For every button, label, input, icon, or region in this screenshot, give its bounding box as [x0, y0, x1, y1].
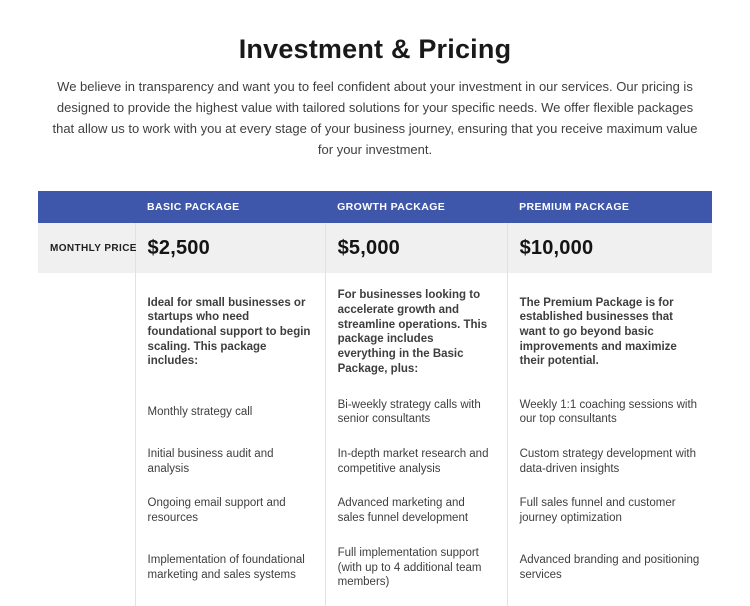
description-premium: The Premium Package is for established businesses that want to go beyond basic improvements and maximize their potential. [507, 273, 712, 387]
feature-growth-1: Bi-weekly strategy calls with senior consultants [325, 388, 507, 437]
package-name-premium: PREMIUM PACKAGE [507, 191, 712, 223]
description-empty-cell [38, 273, 135, 387]
feature-basic-4: Implementation of foundational marketing and sales systems [135, 536, 325, 606]
feature-empty-cell [38, 388, 135, 437]
feature-growth-2: In-depth market research and competitive analysis [325, 437, 507, 486]
pricing-section [0, 34, 750, 606]
feature-row-2 [38, 437, 712, 486]
package-header-row [38, 191, 712, 223]
page-title: Investment & Pricing [238, 34, 512, 64]
monthly-price-row [38, 223, 712, 273]
feature-row-1 [38, 388, 712, 437]
description-growth: For businesses looking to accelerate growth and streamline operations. This package includes everything in the Basic Package, plus: [325, 273, 507, 387]
feature-premium-2: Custom strategy development with data-driven insights [507, 437, 712, 486]
feature-basic-2: Initial business audit and analysis [135, 437, 325, 486]
feature-basic-3: Ongoing email support and resources [135, 486, 325, 535]
price-basic: $2,500 [135, 223, 325, 273]
feature-growth-4: Full implementation support (with up to 4 additional team members) [325, 536, 507, 606]
feature-row-4 [38, 536, 712, 606]
package-name-growth: GROWTH PACKAGE [325, 191, 507, 223]
description-basic: Ideal for small businesses or startups who need foundational support to begin scaling. This package includes: [135, 273, 325, 387]
feature-premium-1: Weekly 1:1 coaching sessions with our top consultants [507, 388, 712, 437]
feature-premium-3: Full sales funnel and customer journey optimization [507, 486, 712, 535]
feature-row-3 [38, 486, 712, 535]
intro-paragraph: We believe in transparency and want you to feel confident about your investment in our services. Our pricing is designed to provide the highest value with tailored solutions for your specific needs. We offer flexible packages that allow us to work with you at every stage of your business journey, ensuring that you receive maximum value for your investment. [52, 79, 698, 158]
pricing-table [38, 191, 712, 606]
feature-growth-3: Advanced marketing and sales funnel development [325, 486, 507, 535]
price-growth: $5,000 [325, 223, 507, 273]
feature-empty-cell [38, 536, 135, 606]
price-premium: $10,000 [507, 223, 712, 273]
feature-basic-1: Monthly strategy call [135, 388, 325, 437]
feature-empty-cell [38, 437, 135, 486]
description-row [38, 273, 712, 387]
package-name-basic: BASIC PACKAGE [135, 191, 325, 223]
pricing-table-wrap [38, 191, 712, 606]
feature-empty-cell [38, 486, 135, 535]
monthly-price-label: MONTHLY PRICE [38, 223, 135, 273]
header-empty-cell [38, 191, 135, 223]
feature-premium-4: Advanced branding and positioning services [507, 536, 712, 606]
